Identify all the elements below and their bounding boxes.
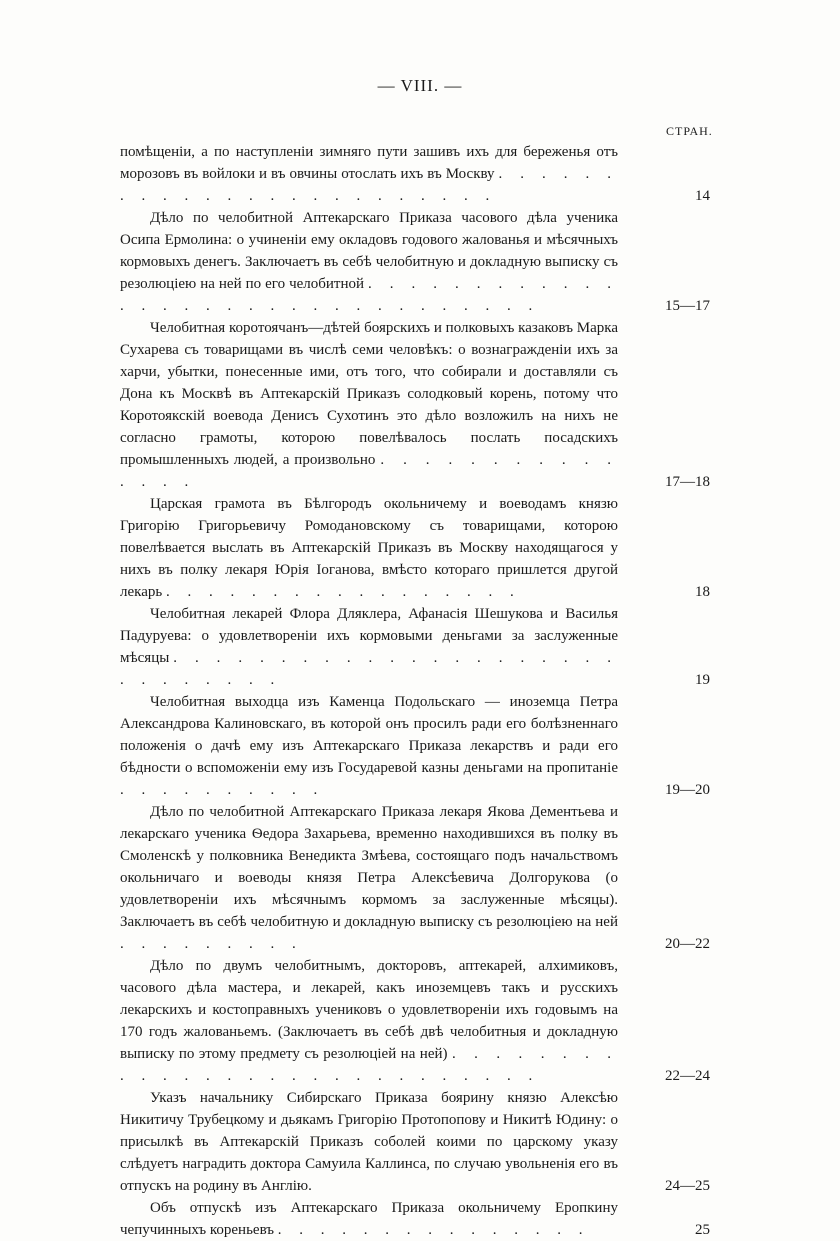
page-range: 25 [695, 1222, 710, 1238]
entry-title: Дѣло по челобитной Аптекарскаго Приказа часового дѣла ученика Осипа Ермолина: о учиненіи ему окладовъ годового жалованья и мѣсячныхъ кормовыхъ денегъ. Заключаетъ въ себѣ челобитную и докладную выписку съ резолюціею на ней по его челобитной [120, 210, 618, 292]
toc-entry-text [120, 801, 618, 955]
entry-title: Царская грамота въ Бѣлгородъ окольничему и воеводамъ князю Григорію Григорьевичу Ромодановскому съ товарищами, которою повелѣвается выслать въ Аптекарскій Приказъ въ Москву находящагося у нихъ въ полку лекаря Юрія Іоганова, вмѣсто котораго пришлется другой лекарь [120, 496, 618, 600]
toc-entry-text [120, 955, 618, 1087]
entry-title: Указъ начальнику Сибирскаго Приказа боярину князю Алексѣю Никитичу Трубецкому и дьякамъ Григорію Протопопову и Никитѣ Юдину: о присылкѣ въ Аптекарскій Приказъ соболей коими по царскому указу слѣдуетъ наградить доктора Самуила Каллинса, по случаю увольненія его въ отпускъ на родину въ Англію. [120, 1090, 618, 1194]
dot-leader: . . . . . . . . . . . . . . . [277, 1222, 590, 1238]
page-range: 17—18 [665, 474, 710, 490]
page-header: — VIII. — [377, 76, 463, 95]
toc-entry [0, 493, 840, 603]
dot-leader: . . . . . . . . . . . . . . . [120, 452, 619, 490]
dot-leader: . . . . . . . . . [120, 936, 303, 952]
toc-entry [0, 801, 840, 955]
table-of-contents [0, 141, 840, 1241]
page-range: 18 [695, 584, 710, 600]
dot-leader: . . . . . . . . . . . . . . . . . . . . . . . . . . . . . [120, 650, 619, 688]
entry-title: Дѣло по челобитной Аптекарскаго Приказа лекаря Якова Дементьева и лекарскаго ученика Ѳедора Захарьева, временно находившихся въ полку въ Смоленскѣ у полковника Венедикта Змѣева, состоящаго подъ начальствомъ окольничаго и воеводы князя Петра Алексѣевича Долгорукова (о удовлетвореніи ихъ мѣсячнымъ кормомъ за заслуженные мѣсяцы). Заключаетъ въ себѣ челобитную и докладную выписку съ резолюціею на ней [120, 804, 618, 930]
page-range: 22—24 [665, 1068, 710, 1084]
toc-entry-text [120, 691, 618, 801]
pages-column-label: СТРАН. [666, 124, 713, 138]
toc-entry-text [120, 141, 618, 207]
entry-title: Дѣло по двумъ челобитнымъ, докторовъ, аптекарей, алхимиковъ, часового дѣла мастера, и лекарей, какъ иноземцевъ такъ и русскихъ лекарскихъ и костоправныхъ учениковъ о удовлетвореніи ихъ годовымъ на 170 годъ жалованьемъ. (Заключаетъ въ себѣ двѣ челобитныя и докладную выписку по этому предмету съ резолюціей на ней) [120, 958, 618, 1062]
entry-title: Челобитная выходца изъ Каменца Подольскаго — иноземца Петра Александрова Калиновскаго, въ которой онъ просилъ ради его болѣзненнаго положенія о дачѣ ему изъ Аптекарскаго Приказа лекарствъ и ради его бѣдности о вспоможеніи ему изъ Государевой казны деньгами на пропитаніе [120, 694, 618, 776]
dot-leader: . . . . . . . . . . . . . . . . . . . . . . . . . . . . [120, 1046, 619, 1084]
dot-leader: . . . . . . . . . . . . . . . . . . . . . . . . . . . . . . . . [120, 276, 618, 314]
dot-leader: . . . . . . . . . . . . . . . . . [165, 584, 521, 600]
page-range: 24—25 [665, 1178, 710, 1194]
toc-entry-text [120, 207, 618, 317]
entry-title: Объ отпускѣ изъ Аптекарскаго Приказа окольничему Еропкину чепучинныхъ кореньевъ [120, 1200, 618, 1238]
page-range: 14 [695, 188, 710, 204]
toc-entry [0, 141, 840, 207]
toc-entry [0, 317, 840, 493]
toc-entry-text [120, 1197, 618, 1241]
page-range: 19 [695, 672, 710, 688]
entry-title: Челобитная коротоячанъ—дѣтей боярскихъ и полковыхъ казаковъ Марка Сухарева съ товарищами въ числѣ семи человѣкъ: о вознагражденіи ихъ за харчи, убытки, понесенные ими, отъ того, что собирали и доставляли съ Дона къ Москвѣ въ Аптекарскій Приказъ солодковый корень, потому что Коротоякскій воевода Денисъ Сухотинъ это дѣло возложилъ на нихъ не согласно грамоты, которою повелѣвалось послать посадскихъ промышленныхъ людей, а произвольно [120, 320, 618, 468]
page-range: 19—20 [665, 782, 710, 798]
toc-entry [0, 955, 840, 1087]
toc-entry [0, 691, 840, 801]
page-range: 15—17 [665, 298, 710, 314]
dot-leader: . . . . . . . . . . . . . . . . . . . . . . . . [120, 166, 619, 204]
dot-leader: . . . . . . . . . . [120, 782, 325, 798]
page-range: 20—22 [665, 936, 710, 952]
toc-entry-text [120, 1087, 618, 1197]
toc-entry-text [120, 317, 618, 493]
toc-entry [0, 1197, 840, 1241]
entry-title: Челобитная лекарей Флора Дляклера, Афанасія Шешукова и Василья Падуруева: о удовлетвореніи ихъ кормовыми деньгами за заслуженные мѣсяцы [120, 606, 618, 666]
toc-entry-text [120, 603, 618, 691]
entry-title: помѣщеніи, а по наступленіи зимняго пути зашивъ ихъ для береженья отъ морозовъ въ войлоки и въ овчины отослать ихъ въ Москву [120, 144, 618, 182]
toc-entry [0, 603, 840, 691]
toc-entry-text [120, 493, 618, 603]
toc-entry [0, 1087, 840, 1197]
toc-entry [0, 207, 840, 317]
